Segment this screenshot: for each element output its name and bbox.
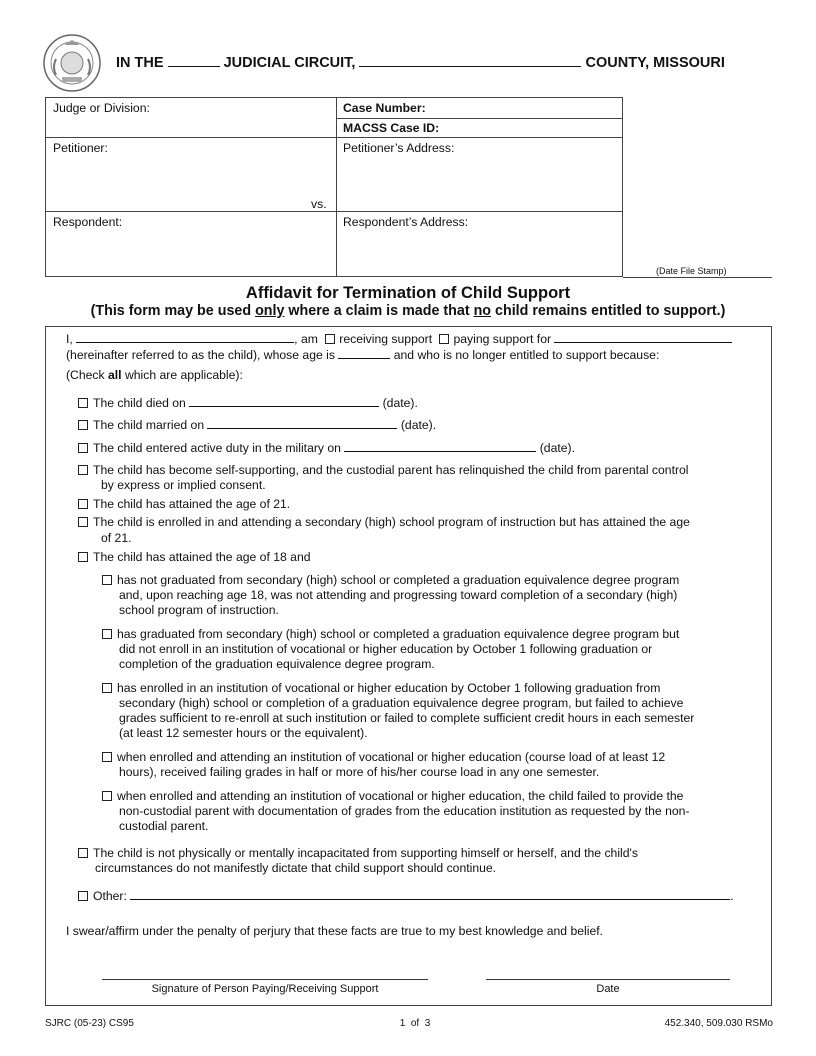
sub-b-line-1: has graduated from secondary (high) school or completed a graduation equivalence degree program but <box>117 627 680 641</box>
missouri-state-seal <box>42 33 102 93</box>
sub-option-a <box>102 573 679 587</box>
failing-grades-checkbox[interactable] <box>102 752 112 762</box>
option-married <box>78 417 436 432</box>
option-self-supporting <box>78 463 689 477</box>
subtitle-part3: child remains entitled to support.) <box>491 303 726 319</box>
enrolled-secondary-label-2: of 21. <box>101 531 132 545</box>
case-caption-table <box>45 97 623 277</box>
option-military <box>78 440 575 455</box>
self-supporting-checkbox[interactable] <box>78 465 88 475</box>
subtitle-no: no <box>473 303 492 319</box>
failed-reenroll-checkbox[interactable] <box>102 683 112 693</box>
signature-label: Signature of Person Paying/Receiving Support <box>151 983 379 995</box>
child-name-blank[interactable] <box>554 331 732 343</box>
form-id: SJRC (05-23) CS95 <box>45 1018 134 1029</box>
sub-option-c <box>102 681 660 695</box>
receiving-support-label: receiving support <box>339 332 433 346</box>
military-date-blank[interactable] <box>344 440 536 452</box>
child-age-blank[interactable] <box>338 347 390 359</box>
not-incapacitated-label-1: The child is not physically or mentally incapacitated from supporting himself or herself, and the child's <box>93 846 638 860</box>
page-number: 1 of 3 <box>399 1018 431 1029</box>
judicial-circuit-text: JUDICIAL CIRCUIT, <box>223 55 356 71</box>
died-checkbox[interactable] <box>78 398 88 408</box>
sub-c-line-1: has enrolled in an institution of vocational or higher education by October 1 following graduation from <box>117 681 661 695</box>
intro-line-2 <box>66 347 659 362</box>
self-supporting-label-1: The child has become self-supporting, and the custodial parent has relinquished the child from parental control <box>93 463 689 477</box>
option-age-18 <box>78 550 311 564</box>
swear-affirm-statement: I swear/affirm under the penalty of perjury that these facts are true to my best knowledge and belief. <box>66 924 603 938</box>
other-reason-blank[interactable] <box>130 888 730 900</box>
intro-line-1 <box>66 331 732 346</box>
sub-option-e <box>102 789 683 803</box>
age-18-checkbox[interactable] <box>78 552 88 562</box>
subtitle-part2: where a claim is made that <box>284 303 474 319</box>
subtitle-part1: (This form may be used <box>90 303 256 319</box>
sub-c-line-3: grades sufficient to re-enroll at such institution or failed to complete sufficient credit hours in each semester <box>119 711 695 725</box>
intro-line2a: (hereinafter referred to as the child), whose age is <box>66 348 335 362</box>
other-label: Other: <box>93 889 127 903</box>
paying-support-checkbox[interactable] <box>439 334 449 344</box>
sub-b-line-3: completion of the graduation equivalence degree program. <box>119 657 435 671</box>
option-enrolled-secondary <box>78 515 690 529</box>
macss-case-id-label: MACSS Case ID: <box>343 121 440 135</box>
married-label: The child married on <box>93 418 205 432</box>
age-18-label: The child has attained the age of 18 and <box>93 550 311 564</box>
sub-d-line-2: hours), received failing grades in half or more of his/her course load in any one semester. <box>119 765 600 779</box>
option-not-incapacitated <box>78 846 638 860</box>
county-missouri-text: COUNTY, MISSOURI <box>585 55 725 71</box>
signature-date-line[interactable] <box>486 979 730 980</box>
sub-b-line-2: did not enroll in an institution of vocational or higher education by October 1 following graduation or <box>119 642 653 656</box>
paying-support-label: paying support for <box>453 332 552 346</box>
petitioner-label: Petitioner: <box>53 141 108 155</box>
sub-e-line-3: custodial parent. <box>119 819 209 833</box>
died-date-blank[interactable] <box>189 395 379 407</box>
not-incapacitated-checkbox[interactable] <box>78 848 88 858</box>
check-all-bold: all <box>108 368 122 382</box>
respondent-label: Respondent: <box>53 215 123 229</box>
military-label: The child entered active duty in the military on <box>93 441 341 455</box>
sub-d-line-1: when enrolled and attending an institution of vocational or higher education (course load of at least 12 <box>117 750 666 764</box>
other-period: . <box>730 889 734 903</box>
military-checkbox[interactable] <box>78 443 88 453</box>
married-date-blank[interactable] <box>207 417 397 429</box>
sub-c-line-4: (at least 12 semester hours or the equivalent). <box>119 726 368 740</box>
signature-line[interactable] <box>102 979 428 980</box>
age-21-checkbox[interactable] <box>78 499 88 509</box>
petitioner-address-label: Petitioner’s Address: <box>343 141 455 155</box>
intro-am: , am <box>294 332 318 346</box>
receiving-support-checkbox[interactable] <box>325 334 335 344</box>
case-number-label: Case Number: <box>343 101 426 115</box>
sub-e-line-1: when enrolled and attending an institution of vocational or higher education, the child failed to provide the <box>117 789 684 803</box>
date-file-stamp-label: (Date File Stamp) <box>656 266 727 276</box>
died-date-suffix: (date). <box>382 396 418 410</box>
married-date-suffix: (date). <box>400 418 437 432</box>
date-label: Date <box>596 983 620 995</box>
check-pre: (Check <box>66 368 108 382</box>
in-the-text: IN THE <box>116 55 164 71</box>
self-supporting-label-2: by express or implied consent. <box>101 478 266 492</box>
sub-a-line-3: school program of instruction. <box>119 603 279 617</box>
sub-c-line-2: secondary (high) school or completion of a graduation equivalence degree program, but failed to achieve <box>119 696 684 710</box>
court-header <box>116 55 776 71</box>
sub-option-b <box>102 627 679 641</box>
county-name-blank[interactable] <box>359 55 581 67</box>
military-date-suffix: (date). <box>539 441 575 455</box>
subtitle-only: only <box>255 303 285 319</box>
intro-i: I, <box>66 332 73 346</box>
versus-label: vs. <box>311 197 327 211</box>
graduated-not-enrolled-checkbox[interactable] <box>102 629 112 639</box>
sub-a-line-2: and, upon reaching age 18, was not attending and progressing toward completion of a secondary (high) <box>119 588 678 602</box>
check-post: which are applicable): <box>121 368 243 382</box>
enrolled-secondary-label-1: The child is enrolled in and attending a secondary (high) school program of instruction but has attained the age <box>93 515 690 529</box>
married-checkbox[interactable] <box>78 420 88 430</box>
sub-e-line-2: non-custodial parent with documentation of grades from the education institution as requested by the non- <box>119 804 690 818</box>
check-all-instruction <box>66 368 243 382</box>
no-grades-documentation-checkbox[interactable] <box>102 791 112 801</box>
affiant-name-blank[interactable] <box>76 331 294 343</box>
form-subtitle <box>0 303 816 319</box>
form-title: Affidavit for Termination of Child Support <box>245 284 571 302</box>
other-checkbox[interactable] <box>78 891 88 901</box>
judge-division-label: Judge or Division: <box>53 101 150 115</box>
sub-a-line-1: has not graduated from secondary (high) school or completed a graduation equivalence degree program <box>117 573 680 587</box>
died-label: The child died on <box>93 396 186 410</box>
respondent-address-label: Respondent’s Address: <box>343 215 469 229</box>
age-21-label: The child has attained the age of 21. <box>93 497 291 511</box>
option-died <box>78 395 418 410</box>
not-graduated-checkbox[interactable] <box>102 575 112 585</box>
file-stamp-line <box>623 277 772 278</box>
option-other <box>78 888 734 903</box>
option-age-21 <box>78 497 290 511</box>
not-incapacitated-label-2: circumstances do not manifestly dictate that child support should continue. <box>95 861 497 875</box>
sub-option-d <box>102 750 665 764</box>
enrolled-secondary-checkbox[interactable] <box>78 517 88 527</box>
circuit-number-blank[interactable] <box>168 55 220 67</box>
statute-reference: 452.340, 509.030 RSMo <box>664 1018 773 1029</box>
intro-line2b: and who is no longer entitled to support because: <box>393 348 660 362</box>
